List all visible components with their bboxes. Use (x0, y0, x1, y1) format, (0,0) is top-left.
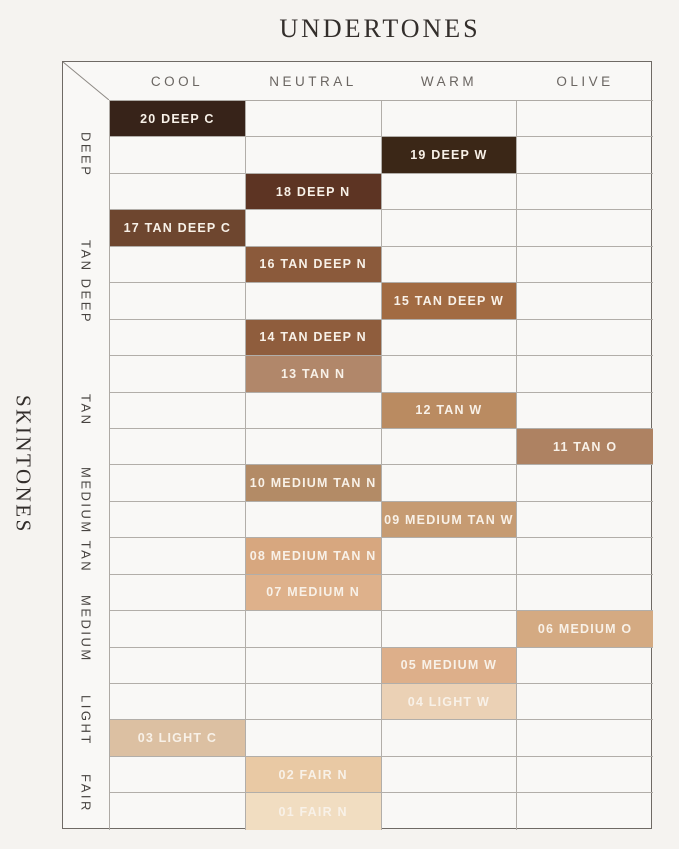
shade-cell (246, 320, 382, 355)
grid-row (110, 137, 653, 173)
grid-row (110, 684, 653, 720)
shade-cell (110, 101, 246, 136)
row-group-label-tan: TAN (78, 393, 94, 427)
empty-cell (110, 684, 246, 719)
empty-cell (382, 320, 518, 355)
shade-cell (246, 757, 382, 792)
grid-row (110, 575, 653, 611)
empty-cell (246, 393, 382, 428)
empty-cell (382, 465, 518, 500)
shade-cell (246, 538, 382, 573)
grid-row (110, 320, 653, 356)
column-header-cool: COOL (150, 73, 204, 89)
empty-cell (110, 502, 246, 537)
empty-cell (517, 757, 653, 792)
empty-cell (246, 101, 382, 136)
shade-label: 17 TAN DEEP C (123, 221, 232, 236)
empty-cell (382, 174, 518, 209)
empty-cell (382, 757, 518, 792)
empty-cell (110, 793, 246, 829)
empty-cell (246, 684, 382, 719)
grid-row (110, 174, 653, 210)
shade-label: 13 TAN N (281, 366, 346, 381)
shade-cell (110, 720, 246, 755)
shade-cell (382, 684, 518, 719)
empty-cell (382, 611, 518, 646)
empty-cell (517, 210, 653, 245)
corner-cell (63, 62, 109, 100)
grid-row (110, 247, 653, 283)
grid-row (110, 793, 653, 829)
row-group-label-deep: DEEP (78, 132, 94, 178)
empty-cell (110, 757, 246, 792)
shade-label: 06 MEDIUM O (537, 621, 633, 636)
grid-row (110, 465, 653, 501)
empty-cell (517, 684, 653, 719)
empty-cell (517, 538, 653, 573)
row-group-label-fair: FAIR (78, 774, 94, 813)
empty-cell (382, 210, 518, 245)
empty-cell (246, 611, 382, 646)
empty-cell (517, 247, 653, 282)
shade-cell (382, 502, 518, 537)
shade-label: 18 DEEP N (275, 184, 351, 199)
shade-matrix-chart (62, 61, 652, 829)
shade-cell (246, 247, 382, 282)
empty-cell (517, 101, 653, 136)
grid-row (110, 502, 653, 538)
grid-row (110, 101, 653, 137)
empty-cell (517, 502, 653, 537)
shade-cell (517, 429, 653, 464)
empty-cell (246, 648, 382, 683)
grid-row (110, 356, 653, 392)
grid-row (110, 757, 653, 793)
shade-label: 01 FAIR N (278, 804, 348, 819)
empty-cell (110, 356, 246, 391)
shade-label: 03 LIGHT C (137, 731, 218, 746)
shade-label: 08 MEDIUM TAN N (249, 548, 377, 563)
shade-label: 04 LIGHT W (407, 694, 490, 709)
shade-cell (246, 793, 382, 829)
skintone-row-labels (63, 100, 109, 830)
shade-label: 15 TAN DEEP W (393, 293, 505, 308)
column-header-neutral: NEUTRAL (269, 73, 357, 89)
empty-cell (110, 174, 246, 209)
empty-cell (517, 320, 653, 355)
empty-cell (517, 137, 653, 172)
empty-cell (246, 210, 382, 245)
grid-row (110, 283, 653, 319)
empty-cell (110, 465, 246, 500)
row-group-label-light: LIGHT (78, 695, 94, 746)
shade-label: 05 MEDIUM W (400, 658, 498, 673)
shade-cell (382, 393, 518, 428)
empty-cell (110, 648, 246, 683)
grid-row (110, 393, 653, 429)
grid-row (110, 429, 653, 465)
empty-cell (382, 101, 518, 136)
empty-cell (382, 429, 518, 464)
empty-cell (246, 429, 382, 464)
grid-row (110, 538, 653, 574)
empty-cell (246, 283, 382, 318)
shade-label: 16 TAN DEEP N (259, 257, 367, 272)
shade-cell (382, 648, 518, 683)
diagonal-line (63, 62, 109, 100)
row-group-label-medium: MEDIUM (78, 595, 94, 664)
shade-label: 07 MEDIUM N (266, 585, 361, 600)
empty-cell (110, 393, 246, 428)
undertones-axis-title: UNDERTONES (279, 14, 481, 43)
empty-cell (517, 720, 653, 755)
empty-cell (382, 575, 518, 610)
shade-cell (517, 611, 653, 646)
skintones-axis-title: SKINTONES (11, 394, 36, 534)
grid-row (110, 611, 653, 647)
shade-label: 14 TAN DEEP N (259, 330, 367, 345)
empty-cell (517, 393, 653, 428)
empty-cell (517, 356, 653, 391)
row-group-label-medium-tan: MEDIUM TAN (78, 466, 94, 573)
shade-label: 11 TAN O (553, 439, 618, 454)
shade-cell (246, 465, 382, 500)
empty-cell (246, 137, 382, 172)
empty-cell (110, 611, 246, 646)
shade-label: 12 TAN W (415, 403, 483, 418)
empty-cell (110, 538, 246, 573)
empty-cell (382, 793, 518, 829)
shade-cell (246, 174, 382, 209)
empty-cell (382, 247, 518, 282)
row-group-label-tan-deep: TAN DEEP (78, 240, 94, 325)
shade-cell (246, 356, 382, 391)
shade-label: 02 FAIR N (278, 767, 348, 782)
empty-cell (110, 320, 246, 355)
column-header-warm: WARM (420, 73, 478, 89)
grid-row (110, 648, 653, 684)
empty-cell (517, 648, 653, 683)
empty-cell (382, 720, 518, 755)
empty-cell (517, 465, 653, 500)
shade-cell (382, 283, 518, 318)
shade-grid (109, 100, 653, 830)
column-header-olive: OLIVE (556, 73, 614, 89)
undertone-column-headers (109, 62, 653, 100)
shade-label: 10 MEDIUM TAN N (249, 476, 377, 491)
empty-cell (517, 575, 653, 610)
shade-label: 20 DEEP C (140, 111, 215, 126)
shade-cell (110, 210, 246, 245)
shade-cell (382, 137, 518, 172)
empty-cell (110, 429, 246, 464)
shade-label: 19 DEEP W (410, 148, 488, 163)
empty-cell (110, 283, 246, 318)
empty-cell (382, 538, 518, 573)
empty-cell (246, 720, 382, 755)
empty-cell (110, 575, 246, 610)
empty-cell (517, 283, 653, 318)
grid-row (110, 720, 653, 756)
empty-cell (517, 174, 653, 209)
empty-cell (110, 137, 246, 172)
shade-cell (246, 575, 382, 610)
empty-cell (110, 247, 246, 282)
grid-row (110, 210, 653, 246)
empty-cell (382, 356, 518, 391)
shade-label: 09 MEDIUM TAN W (384, 512, 514, 527)
empty-cell (517, 793, 653, 829)
empty-cell (246, 502, 382, 537)
